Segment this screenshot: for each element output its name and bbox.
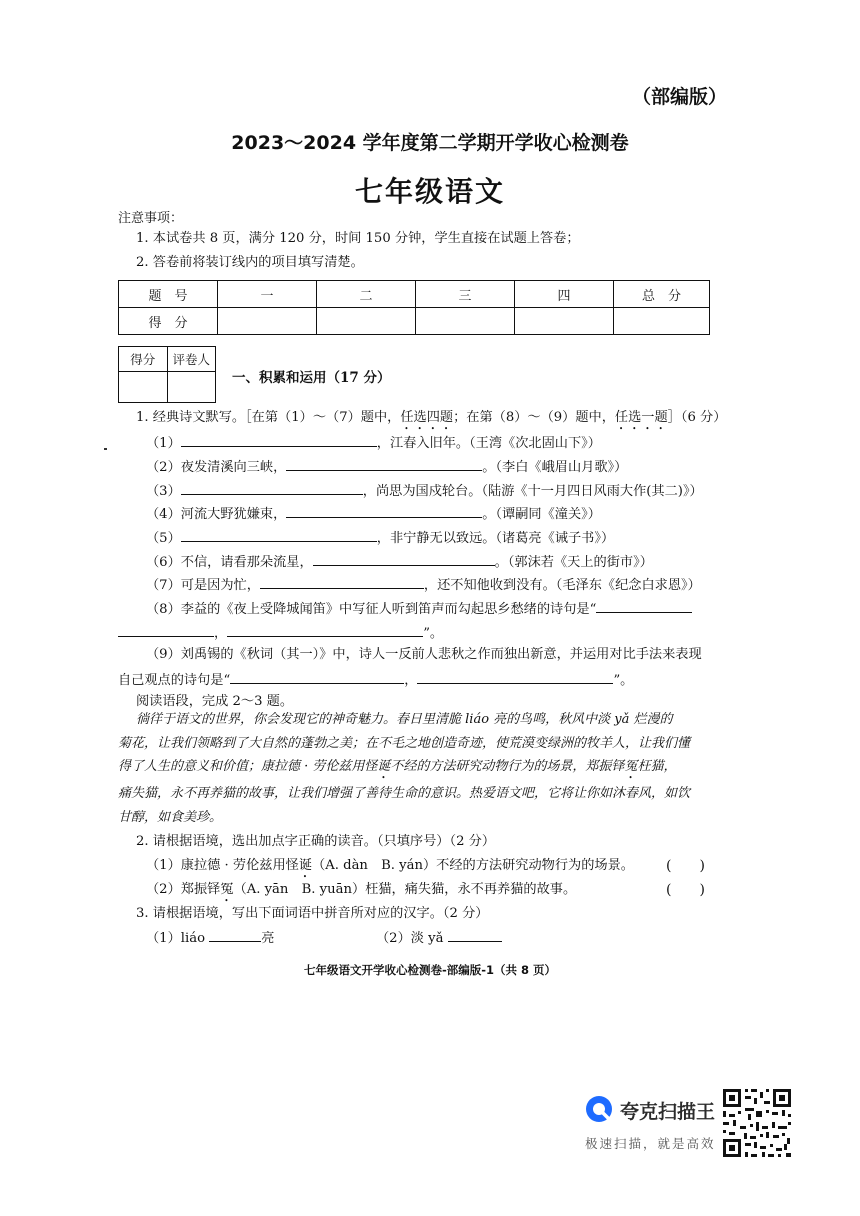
q1-item-prefix: （4）河流大野犹嫌束， [146,507,287,522]
passage-emph-char: 诞 [377,759,391,774]
q1-item-suffix: ，尚思为国戍轮台。（陆游《十一月四日风雨大作(其二)》） [362,484,703,499]
passage-text: 不经的方法研究动物行为的场景，郑振铎 [390,759,625,774]
q1-item-suffix: 。（郭沫若《天上的街市》） [494,555,653,570]
score-row-label: 得 分 [119,308,218,335]
answer-blank[interactable] [260,574,424,589]
q1-item-9-text: 自己观点的诗句是“ [118,673,231,688]
q2-emph-char: 诞 [298,858,313,873]
q1-item-8-text: （8）李益的《夜上受降城闻笛》中写征人听到笛声而勾起思乡愁绪的诗句是“ [146,602,597,617]
q1-item-3 [146,480,703,502]
q1-stem-a: 1. 经典诗文默写。［在第（1）～（7）题中， [136,410,401,425]
brand-slogan: 极速扫描，就是高效 [585,1136,716,1151]
q1-item-suffix: ，还不知他收到没有。（毛泽东《纪念白求恩》） [423,578,701,593]
q1-item-9-end: ”。 [613,673,634,688]
q1-item-prefix: （5） [146,531,181,546]
grader-score-label: 得分 [119,347,168,372]
q1-item-9: （9）刘禹锡的《秋词（其一）》中，诗人一反前人悲秋之作而独出新意，并运用对比手法来表现 [146,647,702,662]
score-cell[interactable] [317,308,416,335]
q1-item-4 [146,503,601,525]
q1-stem-emph-1: 任选四题 [400,410,454,425]
brand-name: 夸克扫描王 [620,1101,716,1123]
qr-code-icon [720,1086,794,1160]
q1-item-suffix: ，非宁静无以致远。（诸葛亮《诫子书》） [376,531,615,546]
grader-name-label: 评卷人 [167,347,216,372]
passage-emph-char: 冤 [624,759,638,774]
passage-text: 得了人生的意义和价值；康拉德 · 劳伦兹用怪 [118,759,378,774]
answer-blank[interactable] [181,432,377,447]
answer-blank[interactable] [417,669,613,684]
margin-mark [104,448,107,450]
q2-item-text: （1）康拉德 · 劳伦兹用怪 [146,858,299,873]
q2-item-2 [146,880,576,905]
answer-blank[interactable] [227,622,423,637]
answer-blank[interactable] [286,456,482,471]
quark-scanner-logo-icon [584,1094,614,1124]
note-item: 2. 答卷前将装订线内的项目填写清楚。 [136,255,364,270]
q1-item-suffix: 。（李白《峨眉山月歌》） [482,460,628,475]
answer-blank[interactable] [596,598,692,613]
grader-score-cell[interactable] [119,372,168,403]
q1-item-8-end: ”。 [423,626,444,641]
answer-blank[interactable] [313,551,495,566]
q1-item-suffix: ，江春入旧年。（王湾《次北固山下》） [376,436,601,451]
q3-item-1 [146,927,274,949]
q1-item-5 [146,527,614,549]
answer-parentheses[interactable]: ( ) [666,882,705,898]
edition-label: （部编版） [632,86,728,108]
q2-item-text: （A. yān B. yuān）枉猫，痛失猫，永不再养猫的故事。 [233,882,577,897]
q1-item-8-cont: ， ”。 [118,622,443,644]
section-title: 一、积累和运用（17 分） [232,370,391,386]
q2-item-text: （A. dàn B. yán）不经的方法研究动物行为的场景。 [312,858,634,873]
q2-emph-char: 冤 [220,882,234,897]
q1-item-prefix: （3） [146,484,181,499]
answer-blank[interactable] [209,927,261,942]
answer-blank[interactable] [286,503,482,518]
score-col-1: 一 [218,281,317,308]
score-col-total: 总 分 [614,281,710,308]
q3-item-text: 亮 [261,931,275,946]
answer-blank[interactable] [230,669,404,684]
q1-item-prefix: （7）可是因为忙， [146,578,260,593]
note-item: 1. 本试卷共 8 页，满分 120 分，时间 150 分钟，学生直接在试题上答卷； [136,231,580,246]
q1-item-prefix: （1） [146,436,181,451]
score-header-label: 题 号 [119,281,218,308]
score-col-2: 二 [317,281,416,308]
q3-item-2 [376,927,502,949]
exam-title: 2023～2024 学年度第二学期开学收心检测卷 [231,132,629,154]
q1-stem-c: ］（6 分） [667,410,727,425]
passage-line: 徜徉于语文的世界，你会发现它的神奇魅力。春日里清脆 liáo 亮的鸟鸣，秋风中淡 yǎ 烂漫的 [136,712,673,727]
q3-item-text: （1）liáo [146,931,206,946]
passage-line: 甘醇，如食美珍。 [118,809,223,825]
q1-item-suffix: 。（谭嗣同《潼关》） [482,507,601,522]
passage-line: 菊花，让我们领略到了大自然的蓬勃之美；在不毛之地创造奇迹，使荒漠变绿洲的牧羊人，让我们懂 [118,735,691,751]
reading-passage [118,708,716,829]
page-footer: 七年级语文开学收心检测卷-部编版-1（共 8 页） [303,963,557,977]
q2-item-1 [146,856,634,881]
passage-text: 枉猫， [637,759,677,774]
answer-parentheses[interactable]: ( ) [666,858,705,874]
score-cell[interactable] [416,308,515,335]
q1-item-8 [146,598,692,620]
reading-intro: 阅读语段，完成 2～3 题。 [136,694,294,709]
passage-line: 痛失猫，永不再养猫的故事，让我们增强了善待生命的意识。热爱语文吧，它将让你如沐春风，如饮 [118,786,691,801]
q1-item-1 [146,432,601,454]
passage-line [118,755,716,782]
q1-item-7 [146,574,701,596]
answer-blank[interactable] [181,480,363,495]
q1-item-6 [146,551,653,573]
subject-title: 七年级语文 [354,175,505,208]
score-cell[interactable] [218,308,317,335]
q1-item-prefix: （6）不信，请看那朵流星， [146,555,313,570]
score-col-4: 四 [515,281,614,308]
q2-stem: 2. 请根据语境，选出加点字正确的读音。（只填序号）（2 分） [136,834,496,849]
grader-name-cell[interactable] [167,372,216,403]
score-col-3: 三 [416,281,515,308]
q1-item-2 [146,456,627,478]
score-cell[interactable] [614,308,710,335]
score-cell[interactable] [515,308,614,335]
answer-blank[interactable] [448,927,502,942]
q1-stem [136,408,726,433]
notes-heading: 注意事项： [118,211,184,226]
q2-item-text: （2）郑振铎 [146,882,221,897]
score-table [118,280,710,335]
q1-item-9-cont: 自己观点的诗句是“ ， ”。 [118,669,633,691]
q3-stem: 3. 请根据语境，写出下面词语中拼音所对应的汉字。（2 分） [136,906,489,921]
answer-blank[interactable] [118,622,214,637]
q1-stem-emph-2: 任选一题 [614,410,668,425]
q1-stem-b: ；在第（8）～（9）题中， [453,410,615,425]
answer-blank[interactable] [181,527,377,542]
q3-item-text: （2）淡 yǎ [376,931,444,946]
grader-box [118,346,216,403]
q1-item-prefix: （2）夜发清溪向三峡， [146,460,287,475]
